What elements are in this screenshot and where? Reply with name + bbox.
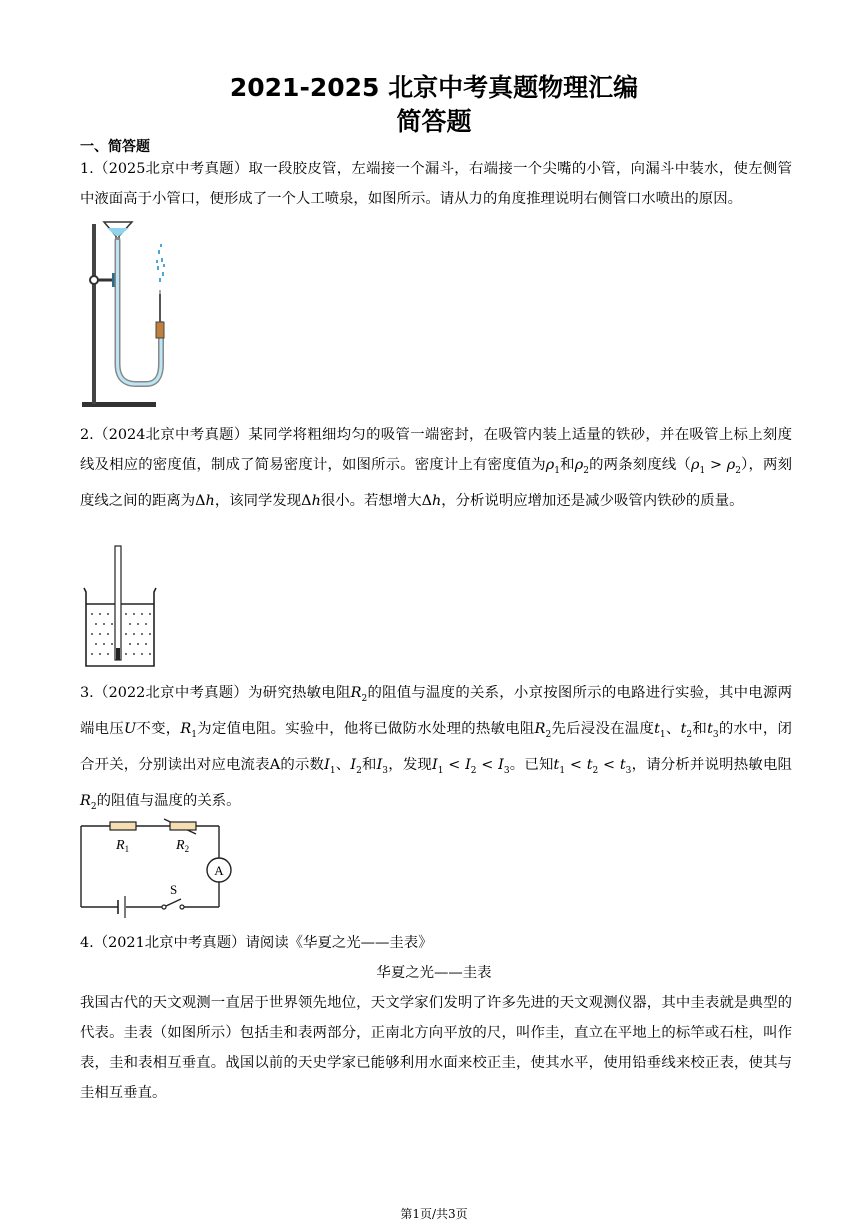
question-4 [80,928,792,958]
thermistor-r2 [170,822,196,830]
q1-number: 1. [80,161,94,177]
q4-number: 4. [80,935,94,951]
reading-title: 华夏之光——圭表 [376,965,492,981]
document-title: 2021-2025 北京中考真题物理汇编 [229,73,639,102]
question-3: 3.（2022北京中考真题）为研究热敏电阻$R_2$的阻值与温度的关系，小京按图所示的电路进行实验，其中电源两端电压U不变，$R_1$为定值电阻。实验中，他将已做防水处理的热敏电阻$R_2$先后浸没在温度$t_1$、$t_2$和$t_3$的水中，闭合开关，分别读出对应电流表A的示数$I_1$、$I_2$和$I_3$，发现$I_1 < I_2 < I_3$。已知$t_1 < t_2 < t_3$，请分析并说明热敏电阻$R_2$的阻值与温度的关系。 [80,685,792,812]
page-footer: 第1页/共3页 [400,1207,468,1221]
section-heading: 一、简答题 [80,139,150,155]
fountain-figure [76,214,186,414]
q2-number: 2. [80,427,94,443]
resistor-r1 [110,822,136,830]
q3-source: （2022北京中考真题） [93,685,249,701]
q2-source: （2024北京中考真题） [93,427,249,443]
r2-label: $R_2$ [176,838,190,854]
question-1 [80,154,792,214]
circuit-diagram [78,816,238,920]
reading-body: 我国古代的天文观测一直居于世界领先地位，天文学家们发明了许多先进的天文观测仪器，其中圭表就是典型的代表。圭表（如图所示）包括圭和表两部分，正南北方向平放的尺，叫作圭，直立在平地上的标竿或石柱，叫作表，圭和表相互垂直。战国以前的天史学家已能够利用水面来校正圭，使其水平，使用铅垂线来校正表，使其与圭相互垂直。 [80,995,792,1101]
document-subtitle: 简答题 [396,107,472,136]
r1-label: $R_1$ [116,838,130,854]
hydrometer-beaker-figure [80,544,160,670]
q4-text: 请阅读《华夏之光——圭表》 [245,935,433,951]
question-2: 2.（2024北京中考真题）某同学将粗细均匀的吸管一端密封，在吸管内装上适量的铁砂，并在吸管上标上刻度线及相应的密度值，制成了简易密度计，如图所示。密度计上有密度值为$\rho_1$和$\rho_2$的两条刻度线$(\rho_1 > \rho_2)$，两刻度线之间的距离为Δh，该同学发现Δh很小。若想增大Δh，分析说明应增加还是减少吸管内铁砂的质量。 [80,427,792,509]
q4-source: （2021北京中考真题） [93,935,246,951]
switch-label: S [170,882,178,897]
ammeter-label: A [214,863,224,878]
q1-text: 取一段胶皮管，左端接一个漏斗，右端接一个尖嘴的小管，向漏斗中装水，使左侧管中液面高于小管口，便形成了一个人工喷泉，如图所示。请从力的角度推理说明右侧管口水喷出的原因。 [80,161,792,207]
q1-source: （2025北京中考真题） [93,161,249,177]
q3-number: 3. [80,685,94,701]
